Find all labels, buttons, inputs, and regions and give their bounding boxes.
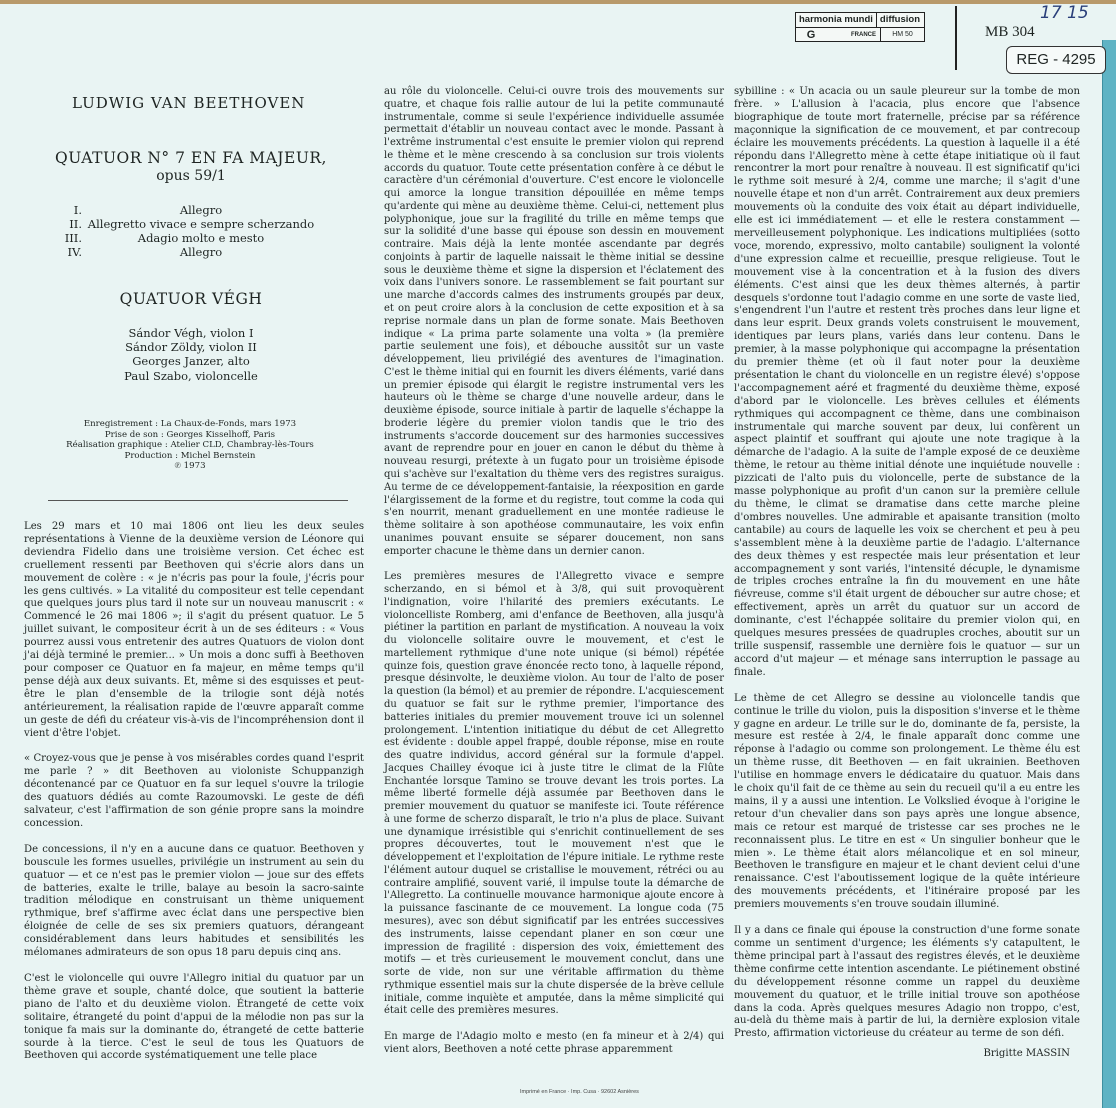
- movement-number: II.: [69, 217, 82, 231]
- paragraph: En marge de l'Adagio molto e mesto (en fa mineur et à 2/4) qui vient alors, Beethoven a noté cette phrase apparemment: [384, 1031, 724, 1055]
- credit-production: Production : Michel Bernstein: [124, 450, 256, 461]
- movement-number: I.: [73, 203, 82, 217]
- handwritten-note: 17 15: [1040, 3, 1089, 23]
- movement-number: IV.: [67, 245, 82, 259]
- performer: Sándor Végh, violon I: [128, 326, 254, 340]
- paragraph: De concessions, il n'y en a aucune dans ce quatuor. Beethoven y bouscule les formes usuelles, privilégie un instrument au sein du quatuor — et ce n'est pas le premier violon — joue sur des effets de batteries, exalte le trille, balaye au besoin la sacro-sainte tradition mélodique en construisant un thème uniquement rythmique, bref s'affirme avec éclat dans une perspective bien éloignée de celle de ses six premiers quatuors, dérangeant considérablement dans leurs habitudes et sensibilités les mélomanes admirateurs de son opus 18 paru depuis cinq ans.: [24, 843, 364, 959]
- movement-item: [60, 217, 320, 231]
- distributor-code: HM 50: [880, 28, 924, 42]
- liner-notes-column-3: [734, 86, 1080, 1061]
- distributor-brand: harmonia mundi: [799, 14, 873, 25]
- performer-list: [46, 326, 336, 383]
- paragraph: Les 29 mars et 10 mai 1806 ont lieu les deux seules représentations à Vienne de la deuxième version de Léonore qui deviendra Fidelio dans une troisième version. Cet échec est cruellement ressenti par Beethoven qui s'écrie alors dans un mouvement de colère : « je n'écris pas pour la foule, j'écris pour les gens cultivés. » La vitalité du compositeur est telle cependant que quelques jours plus tard il note sur un nouveau manuscrit : « Commencé le 26 mai 1806 »; il s'agit du présent quatuor. Le 5 juillet suivant, le compositeur écrit à un de ses éditeurs : « Vous pourrez aussi vous entretenir des autres Quatuors de violon dont j'ai déjà terminé le premier... » Un mois a donc suffi à Beethoven pour composer ce Quatuor en fa majeur, en même temps qu'il pense déjà aux deux suivants. Et, même si des esquisses et peut-être le plan d'ensemble de la trilogie sont déjà notés antérieurement, la réalisation rapide de l'œuvre apparaît comme un geste de défi du créateur vis-à-vis de l'incompréhension dont il vient d'être l'objet.: [24, 521, 364, 739]
- sleeve-top-edge: [0, 0, 1116, 4]
- registration-sticker: REG - 4295: [1006, 46, 1106, 74]
- distributor-label: [795, 12, 925, 42]
- composer-name: LUDWIG VAN BEETHOVEN: [72, 94, 306, 112]
- ensemble-name: QUATUOR VÉGH: [119, 290, 263, 308]
- liner-notes-column-1: [24, 521, 364, 1076]
- section-divider: [48, 500, 348, 501]
- movement-item: [60, 231, 320, 245]
- paragraph: au rôle du violoncelle. Celui-ci ouvre trois des mouvements sur quatre, et chaque fois rallie autour de lui la petite communauté instrumentale, comme si seule l'expérience individuelle assumée permettait d'établir un nouveau contact avec le monde. Passant à l'extrême instrumental c'est ensuite le premier violon qui reprend le thème et le mène crescendo à sa conclusion sur trois violents accords du quatuor. Toute cette présentation confère à ce début le caractère d'un cérémonial d'ouverture. C'est encore le violoncelle qui amorce la longue transition dépouillée en même temps qu'ardente qui mène au deuxième thème. Celui-ci, nettement plus polyphonique, joue sur la fragilité du trille en même temps que sur la solidité d'une basse qui épouse son dessin en mouvement contraire. Mais déjà la lente montée ascendante par degrés conjoints à partir de laquelle naissait le thème initial se dessine sous le deuxième thème et signe la dispersion et l'éclatement des voix dans l'univers sonore. Le rassemblement se fait pourtant sur une marche d'accords calmes des instruments groupés par deux, et on peut croire alors à la conclusion de cette exposition et à sa reprise normale dans un plan de forme sonate. Mais Beethoven indique « La prima parte solamente una volta » (la première partie seulement une fois), et débouche aussitôt sur un vaste développement, lieu privilégié des aventures de l'imagination. C'est le thème initial qui en fournit les divers éléments, varié dans un premier épisode qui élargit le registre instrumental vers les hauteurs où le thème se charge d'une nouvelle ardeur, dans le deuxième épisode, source initiale à partir de laquelle s'échappe la broderie légère du premier violon tandis que le trio des instruments s'accorde doucement sur des harmonies successives avant de reprendre pour en jouer en canon le début du thème à nouveau resurgi, prétexte à un fugato pour un troisième épisode qui s'achève sur l'exaltation du thème vers des registres suraigus. Au terme de ce développement-fantaisie, la réexposition en garde l'élargissement de la forme et du registre, tout comme la coda qui s'en nourrit, menant graduellement en une montée radieuse le thème solitaire à son apothéose communautaire, les voix enfin unanimes pouvant ensuite se séparer doucement, non sans emporter chacune le thème dans un dernier canon.: [384, 86, 724, 557]
- movement-number: III.: [64, 231, 82, 245]
- author-signature: Brigitte MASSIN: [983, 1048, 1070, 1060]
- printer-imprint: Imprimé en France · Imp. Cusa · 92602 Asnières: [520, 1089, 639, 1095]
- performer: Sándor Zöldy, violon II: [125, 340, 257, 355]
- paragraph: Il y a dans ce finale qui épouse la construction d'une forme sonate comme un sentiment d'urgence; les éléments s'y catapultent, le thème principal part à l'assaut des registres élevés, et le deuxième thème confirme cette intention ascendante. Le piétinement obstiné du développement résonne comme un rappel du deuxième mouvement du quatuor, et le trille initial trouve son apothéose dans la coda. Après quelques mesures Adagio non troppo, c'est, au-delà du thème mais à partir de lui, la dernière explosion vitale Presto, affirmation victorieuse du créateur au terme de son défi.: [734, 925, 1080, 1040]
- performer: Georges Janzer, alto: [132, 354, 250, 369]
- movement-name: Allegretto vivace e sempre scherzando: [87, 217, 315, 231]
- harmonia-mundi-logo-icon: G: [806, 29, 816, 41]
- paragraph: sybilline : « Un acacia ou un saule pleureur sur la tombe de mon frère. » L'allusion à l'acacia, plus encore que l'absence biographique de toute mort fraternelle, précise par sa référence maçonnique la signification de ce mouvement, et par contrecoup éclaire les mouvements précédents. La question à laquelle il a été répondu dans l'Allegretto mène à cette étape initiatique où il faut rencontrer la mort pour renaître à nouveau. Il est significatif qu'ici le rythme soit mesuré à 2/4, comme une marche; il s'agit d'une nouvelle étape et non d'un arrêt. Contrairement aux deux premiers mouvements où la conduite des voix était au départ individuelle, elle est ici immédiatement — et elle le restera constamment — merveilleusement polyphonique. Les indications multipliées (sotto voce, morendo, expressivo, molto cantabile) soulignent la volonté d'une expression calme et recueillie, presque religieuse. Tout le mouvement vise à la concentration et à la fusion des divers éléments. C'est ainsi que les deux thèmes alternés, à partir desquels s'ordonne tout l'adagio comme en une sorte de vaste lied, s'engendrent l'un l'autre et restent très proches dans leur ligne et dans leur esprit. Deux grands volets construisent le mouvement, identiques par leurs plans, variés dans leur contenu. Dans le premier, à la masse polyphonique qui accompagne la présentation du premier thème (et où il faut noter pour la deuxième présentation le chant du violoncelle en un registre élevé) s'oppose l'accompagnement aéré et fragmenté du deuxième thème, exposé d'abord par le violoncelle. Les brèves cellules et éléments rythmiques qui accompagnent ce thème, dans une combinaison instrumentale qui marche souvent par deux, lui confèrent un aspect plaintif et souffrant qui ajoute une note tragique à la démarche de l'adagio. A la suite de l'ample exposé de ce deuxième thème, le retour au thème initial dénote une inquiétude nouvelle : pizzicati de l'alto puis du violoncelle, perte de substance de la masse polyphonique au profit d'un canon sur la première cellule du thème, le climat se dramatise dans cette marche pleine d'ombres nouvelles. Une admirable et apaisante transition (molto cantabile) au cours de laquelle les voix se cherchent et peu à peu s'assemblent mène à la deuxième partie de l'adagio. L'alternance des deux thèmes y est respectée mais leur présentation et leur accompagnement y sont variés, l'intensité décuple, le dynamisme de triples croches entraîne la fin du mouvement en une hâte fiévreuse, comme s'il était urgent de déboucher sur autre chose; et effectivement, après un arrêt du quatuor sur un accord de dominante, c'est l'échappée solitaire du premier violon qui, en quelques mesures pressées de quadruples croches, aboutit sur un trille suspensif, rassemble une dernière fois le quatuor — sur un accord d'ut majeur — et ménage sans interruption le passage au finale.: [734, 86, 1080, 678]
- catalog-number: MB 304: [985, 24, 1035, 40]
- header-divider: [955, 6, 957, 70]
- sleeve-spine-edge: [1102, 40, 1116, 1108]
- movement-item: [60, 245, 320, 259]
- production-credits: [40, 419, 340, 472]
- paragraph: Les premières mesures de l'Allegretto vivace e sempre scherzando, en si bémol et à 3/8, qui suit provoquèrent l'indignation, voire l'hilarité des premiers exécutants. Le violoncelliste Romberg, ami d'enfance de Beethoven, alla jusqu'à piétiner la partition en parlant de mystification. A nouveau la voix du violoncelle solitaire ouvre le mouvement, et c'est le martellement rythmique d'une note unique (si bémol) répétée quinze fois, question grave énoncée recto tono, à laquelle répond, presque désinvolte, le deuxième violon. Au tour de l'alto de poser la question (la bémol) et au premier de répondre. L'acquiescement du quatuor se fait sur le rythme premier, l'importance des batteries initiales du premier mouvement trouve ici un solennel prolongement. L'intention initiatique du début de cet Allegretto est évidente : double appel frappé, double réponse, mise en route des quatre individus, accord général sur la formule d'appel. Jacques Chailley évoque ici à juste titre le climat de la Flûte Enchantée lorsque Tamino se trouve devant les trois portes. La même liberté formelle déjà assumée par Beethoven dans le premier mouvement du quatuor se manifeste ici. Toute référence à une forme de scherzo disparaît, le trio n'a plus de place. Suivant une dynamique irrésistible qui s'enrichit continuellement de ses propres découvertes, tout le mouvement n'est que le développement et l'exploitation de l'épure initiale. Le rythme reste l'élément autour duquel se cristallise le mouvement, rétréci ou au contraire amplifié, souvent varié, il impulse toute la démarche de l'Allegretto. La continuelle mouvance harmonique ajoute encore à la puissance fascinante de ce mouvement. La longue coda (75 mesures), avec son début significatif par les entrées successives des instruments, laisse cependant planer en son cœur une impression de fragilité : dispersion des voix, émiettement des motifs — et très curieusement le mouvement conclut, dans une sorte de vide, non sur une véritable affirmation du thème rythmique essentiel mais sur la chute dispersée de la brève cellule initiale, comme inquiète et amputée, dans la même simplicité qui était celle des premières mesures.: [384, 571, 724, 1017]
- movement-name: Allegro: [179, 203, 223, 217]
- distributor-type: diffusion: [876, 13, 923, 27]
- paragraph: C'est le violoncelle qui ouvre l'Allegro initial du quatuor par un thème grave et souple, chanté dolce, que soutient la batterie piano de l'alto et du deuxième violon. Étrangeté de cette voix solitaire, étrangeté du point d'appui de la mélodie non pas sur la tonique fa mais sur la dominante do, étrangeté de cette batterie sourde à la tierce. C'est le seul de tous les Quatuors de Beethoven qui accorde systématiquement une telle place: [24, 973, 364, 1062]
- performer: Paul Szabo, violoncelle: [124, 368, 258, 383]
- work-opus: opus 59/1: [156, 168, 226, 184]
- credit-graphics: Réalisation graphique : Atelier CLD, Chambray-lès-Tours: [66, 440, 314, 450]
- movement-item: [60, 203, 320, 217]
- credit-sound: Prise de son : Georges Kisselhoff, Paris: [104, 429, 276, 440]
- liner-notes-column-2: [384, 86, 724, 1070]
- movement-name: Adagio molto e mesto: [137, 231, 265, 245]
- movement-list: [60, 203, 320, 259]
- credit-phonogram: ℗ 1973: [174, 461, 206, 471]
- work-title: QUATUOR N° 7 EN FA MAJEUR,: [55, 149, 327, 167]
- paragraph: « Croyez-vous que je pense à vos misérables cordes quand l'esprit me parle ? » dit Beethoven au violoniste Schuppanzigh décontenancé par ce Quatuor en fa sur lequel s'ouvre la trilogie des quatuors dédiés au comte Razoumovski. Le geste de défi salvateur, c'est l'affirmation de son génie propre sans la moindre concession.: [24, 753, 364, 829]
- paragraph: Le thème de cet Allegro se dessine au violoncelle tandis que continue le trille du violon, puis la disposition s'inverse et le thème y gagne en ardeur. Le trille sur le do, dominante de fa, persiste, la mesure est restée à 2/4, le finale apparaît donc comme une réponse à l'adagio ou comme son prolongement. Le thème élu est un thème russe, dit Beethoven — en fait ukrainien. Beethoven l'utilise en hommage envers le dédicataire du quatuor. Mais dans le choix qu'il fait de ce thème au sein du recueil qu'il a eu entre les mains, il y a aussi une intention. Le Volkslied évoque à l'origine le retour d'un chevalier dans son pays après une longue absence, mais ce retour est marqué de tristesse car ses proches ne le reconnaissent plus. Le titre en est « Un singulier bonheur que le mien ». Le thème était alors mélancolique et en sol mineur, Beethoven le transfigure en majeur et le chant devient celui d'une renaissance. C'est l'aboutissement logique de la quête intérieure des mouvements précédents, et l'itinéraire proposé par les premiers mouvements s'en trouve soudain illuminé.: [734, 692, 1080, 911]
- movement-name: Allegro: [179, 245, 223, 259]
- distributor-country: FRANCE: [851, 32, 876, 38]
- credit-recording: Enregistrement : La Chaux-de-Fonds, mars 1973: [83, 419, 297, 429]
